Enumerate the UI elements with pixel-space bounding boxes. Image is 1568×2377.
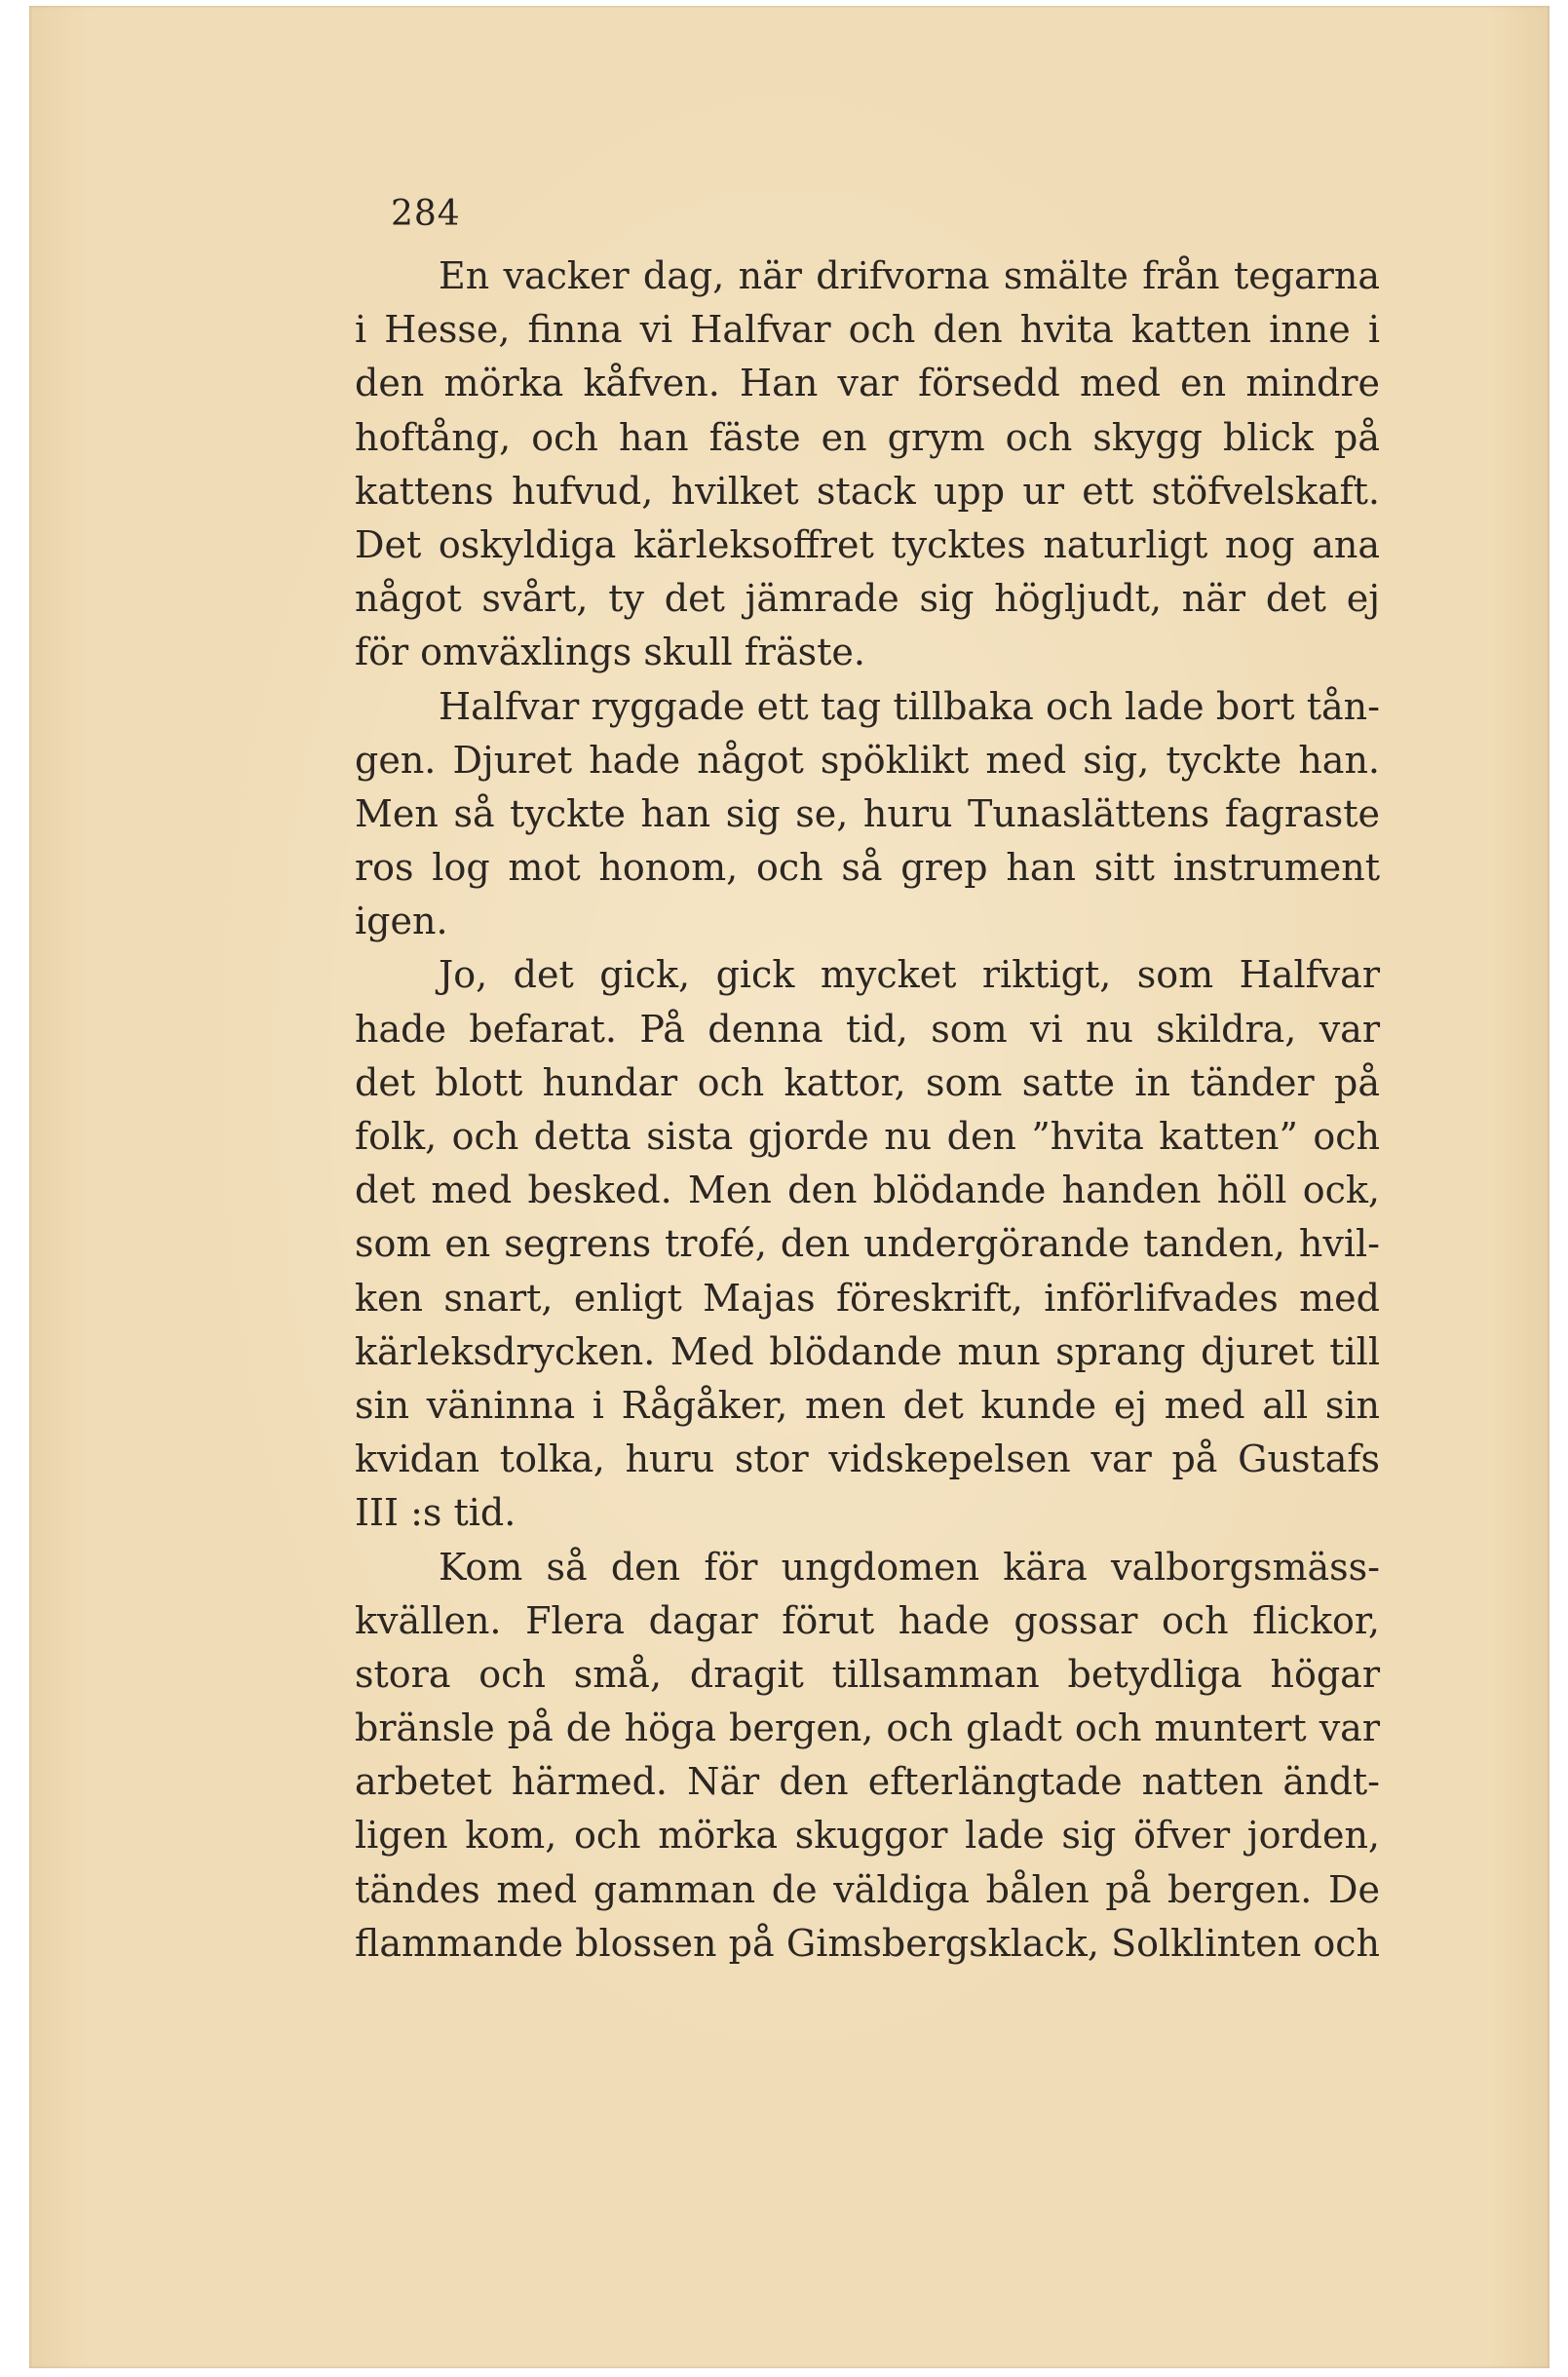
text-line: bränsle på de höga bergen, och gladt och muntert var [355,1706,1380,1750]
text-line: ros log mot honom, och så grep han sitt instrument [355,846,1380,890]
text-line: något svårt, ty det jämrade sig högljudt, när det ej [355,577,1380,621]
text-line: kattens hufvud, hvilket stack upp ur ett stöfvelskaft. [355,469,1380,513]
scanned-page [29,6,1549,2368]
text-line: Kom så den för ungdomen kära valborgsmäss- [439,1545,1380,1589]
body-text [355,249,1380,1971]
page-number: 284 [391,194,461,234]
text-line: flammande blossen på Gimsbergsklack, Solklinten och [355,1921,1380,1965]
text-line: En vacker dag, när drifvorna smälte från tegarna [439,254,1380,297]
text-line: kvidan tolka, huru stor vidskepelsen var på Gustafs [355,1438,1380,1481]
text-line: Det oskyldiga kärleksoffret tycktes naturligt nog ana [355,522,1380,566]
text-line: ken snart, enligt Majas föreskrift, införlifvades med [355,1276,1380,1320]
text-line: det blott hundar och kattor, som satte in tänder på [355,1060,1380,1104]
text-line: III :s tid. [355,1491,516,1535]
text-line: kvällen. Flera dagar förut hade gossar och flickor, [355,1598,1380,1642]
text-line: folk, och detta sista gjorde nu den ”hvita katten” och [355,1115,1380,1158]
text-line: som en segrens trofé, den undergörande tanden, hvil- [355,1222,1380,1266]
text-line: hoftång, och han fäste en grym och skygg blick på [355,415,1380,459]
text-line: sin väninna i Rågåker, men det kunde ej med all sin [355,1383,1380,1427]
text-line: tändes med gamman de väldiga bålen på bergen. De [355,1867,1380,1911]
text-line: ligen kom, och mörka skuggor lade sig öfver jorden, [355,1814,1380,1858]
text-line: Halfvar ryggade ett tag tillbaka och lade bort tån- [439,684,1380,728]
text-line: hade befarat. På denna tid, som vi nu skildra, var [355,1007,1380,1051]
text-line: för omväxlings skull fräste. [355,631,865,674]
text-line: i Hesse, finna vi Halfvar och den hvita katten inne i [355,308,1380,352]
text-line: Jo, det gick, gick mycket riktigt, som Halfvar [439,953,1380,997]
text-line: den mörka kåfven. Han var försedd med en mindre [355,362,1380,405]
text-line: stora och små, dragit tillsamman betydliga högar [355,1652,1380,1696]
text-line: Men så tyckte han sig se, huru Tunaslättens fagraste [355,791,1380,835]
text-line: arbetet härmed. När den efterlängtade natten ändt- [355,1760,1380,1804]
text-line: gen. Djuret hade något spöklikt med sig, tyckte han. [355,738,1380,782]
text-line: igen. [355,900,448,943]
text-line: kärleksdrycken. Med blödande mun sprang djuret till [355,1329,1380,1373]
text-line: det med besked. Men den blödande handen höll ock, [355,1169,1380,1212]
